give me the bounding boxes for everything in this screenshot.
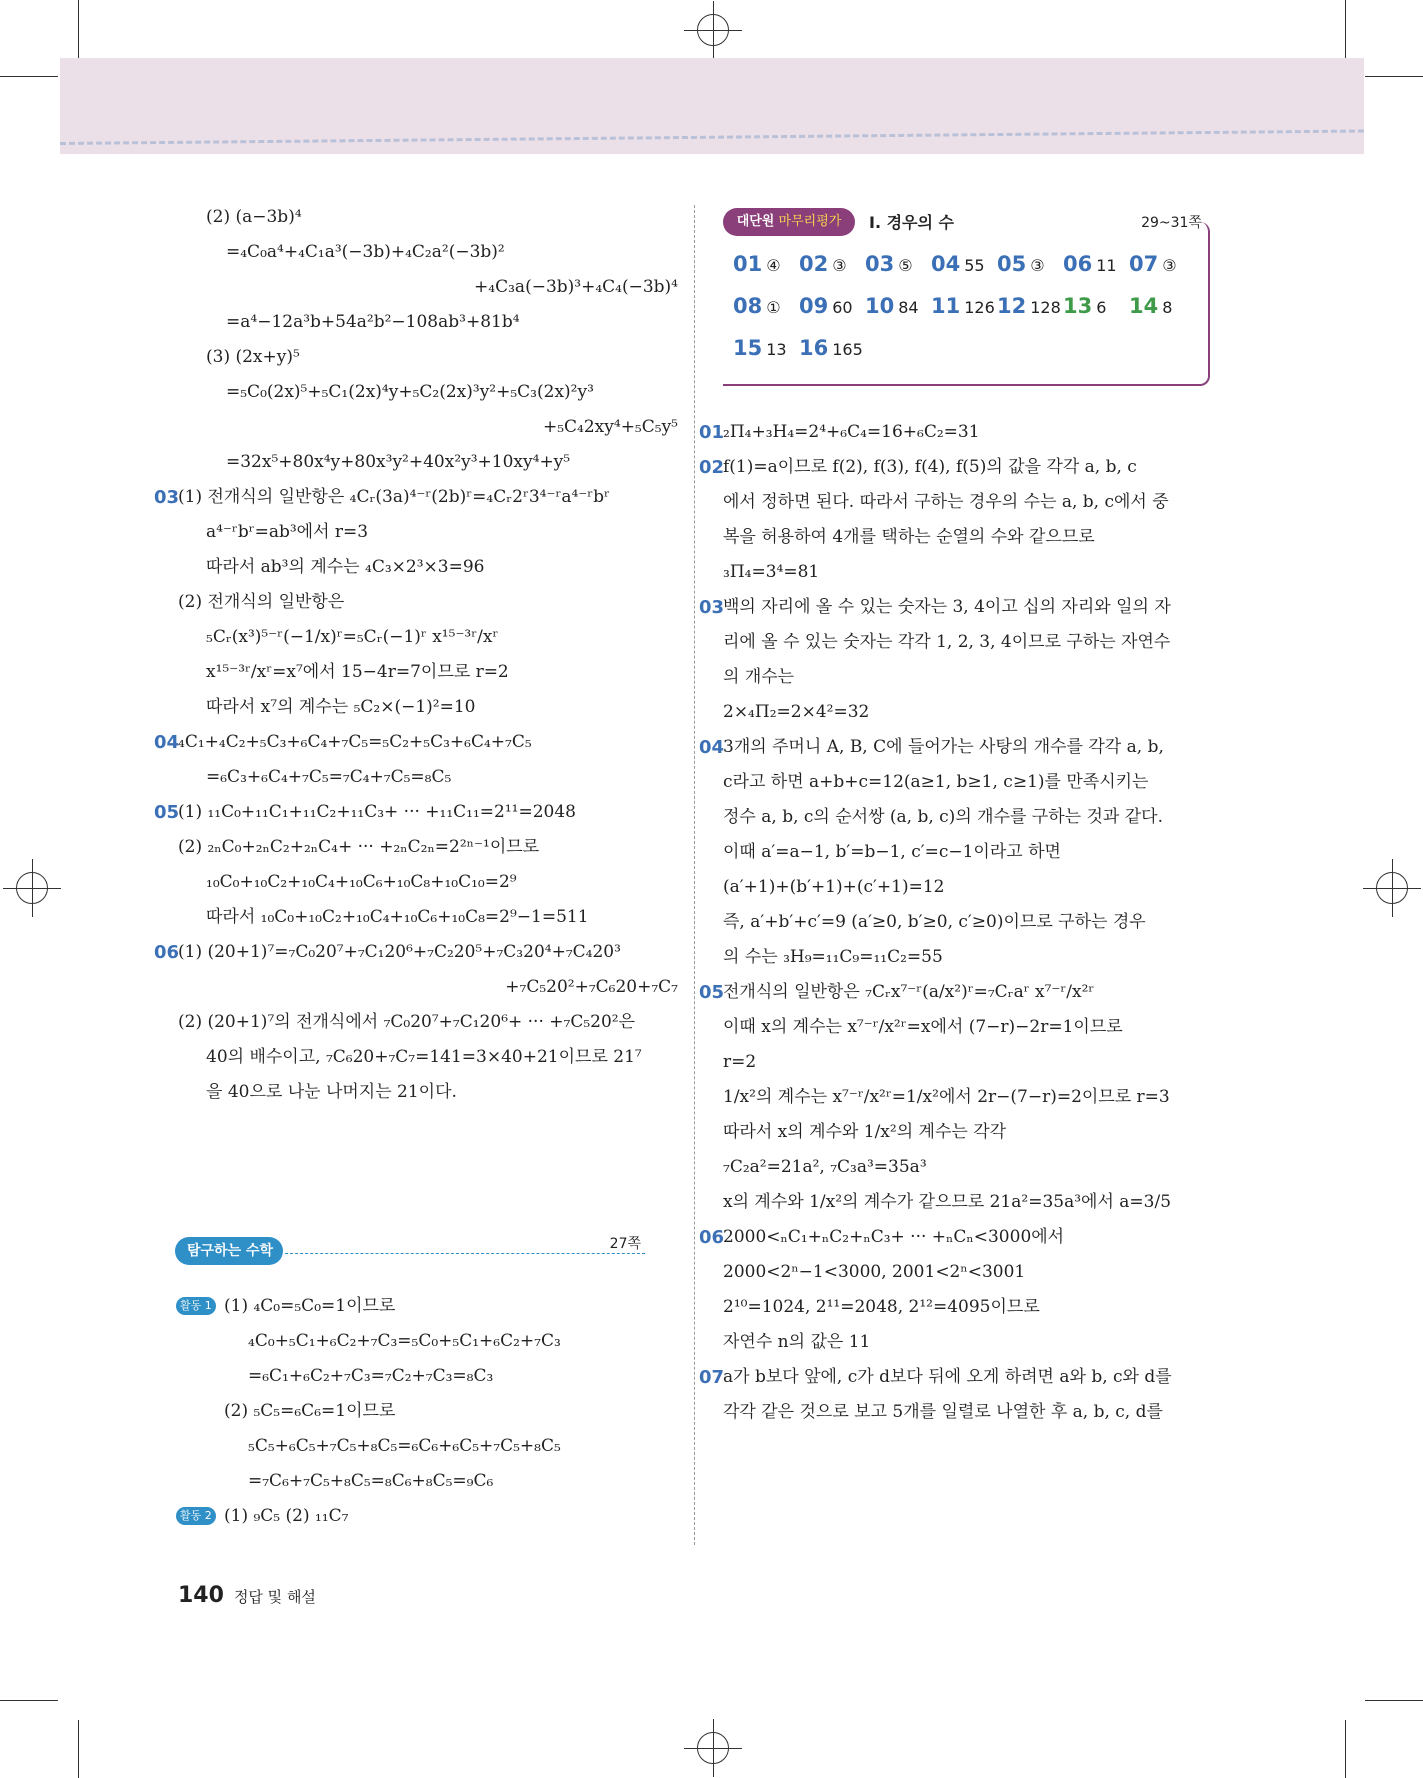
- crop-mark: [1345, 0, 1346, 58]
- solution-line: [178, 585, 678, 620]
- solution-text: 의 수는 ₃H₉=₁₁C₉=₁₁C₂=55: [723, 947, 943, 967]
- solution-text: 따라서 x⁷의 계수는 ₅C₂×(−1)²=10: [206, 697, 476, 717]
- solution-line: [723, 520, 1223, 555]
- solution-text: 3개의 주머니 A, B, C에 들어가는 사탕의 개수를 각각 a, b,: [723, 737, 1164, 757]
- answer-number: 07: [1129, 252, 1159, 276]
- solution-text: c라고 하면 a+b+c=12(a≥1, b≥1, c≥1)를 만족시키는: [723, 772, 1149, 792]
- solution-line: [178, 270, 678, 305]
- answer-value: 11: [1096, 256, 1117, 275]
- answer-item: [931, 294, 997, 318]
- crop-mark: [78, 1720, 79, 1778]
- solution-text: 자연수 n의 값은 11: [723, 1332, 871, 1352]
- solution-line: [723, 1290, 1223, 1325]
- problem-number: 01: [699, 422, 725, 443]
- answer-number: 12: [997, 294, 1027, 318]
- solution-text: (2) ₅C₅=₆C₆=1이므로: [224, 1401, 396, 1421]
- left-column: [154, 200, 678, 1110]
- solution-text: 따라서 ₁₀C₀+₁₀C₂+₁₀C₄+₁₀C₆+₁₀C₈=2⁹−1=511: [206, 907, 589, 927]
- answer-value: 84: [898, 298, 919, 317]
- answer-number: 16: [799, 336, 829, 360]
- crop-mark: [1365, 1700, 1423, 1701]
- solution-text: (1) ₁₁C₀+₁₁C₁+₁₁C₂+₁₁C₃+ ··· +₁₁C₁₁=2¹¹=2048: [178, 802, 576, 822]
- solution-text: ₄C₀+₅C₁+₆C₂+₇C₃=₅C₀+₅C₁+₆C₂+₇C₃: [248, 1331, 561, 1351]
- answer-grid: [733, 252, 1213, 378]
- solution-line: [178, 970, 678, 1005]
- solution-line: [723, 800, 1223, 835]
- solution-line: [723, 765, 1223, 800]
- problem-number: 06: [154, 942, 180, 963]
- solution-text: +₄C₃a(−3b)³+₄C₄(−3b)⁴: [474, 277, 678, 297]
- solution-text: 전개식의 일반항은 ₇Cᵣx⁷⁻ʳ(a/x²)ʳ=₇Cᵣaʳ x⁷⁻ʳ/x²ʳ: [723, 982, 1095, 1002]
- answer-value: ⑤: [898, 256, 913, 275]
- unit-review-header: [723, 208, 1210, 388]
- solution-text: f(1)=a이므로 f(2), f(3), f(4), f(5)의 값을 각각 a, b, c: [723, 457, 1137, 477]
- solution-text: ₄C₁+₄C₂+₅C₃+₆C₄+₇C₅=₅C₂+₅C₃+₆C₄+₇C₅: [178, 732, 532, 752]
- solution-text: 1/x²의 계수는 x⁷⁻ʳ/x²ʳ=1/x²에서 2r−(7−r)=2이므로 r=3: [723, 1087, 1170, 1107]
- solution-line: [699, 975, 1223, 1010]
- solution-text: =₅C₀(2x)⁵+₅C₁(2x)⁴y+₅C₂(2x)³y²+₅C₃(2x)²y³: [226, 382, 594, 402]
- answer-number: 06: [1063, 252, 1093, 276]
- solution-line: [723, 1255, 1223, 1290]
- activity-badge: 활동 1: [176, 1297, 216, 1315]
- answer-value: ③: [1162, 256, 1177, 275]
- solution-line: [723, 940, 1223, 975]
- solution-line: [178, 900, 678, 935]
- answer-number: 09: [799, 294, 829, 318]
- solution-line: [154, 935, 678, 970]
- solution-text: (1) ₄C₀=₅C₀=1이므로: [224, 1296, 396, 1316]
- solution-text: +₇C₅20²+₇C₆20+₇C₇: [505, 977, 678, 997]
- solution-text: (1) 전개식의 일반항은 ₄Cᵣ(3a)⁴⁻ʳ(2b)ʳ=₄Cᵣ2ʳ3⁴⁻ʳa⁴⁻ʳbʳ: [178, 487, 610, 507]
- answer-row: [733, 336, 1213, 378]
- answer-value: ③: [1030, 256, 1045, 275]
- solution-line: [178, 515, 678, 550]
- solution-text: (a′+1)+(b′+1)+(c′+1)=12: [723, 877, 945, 897]
- solution-line: [178, 1289, 678, 1324]
- answer-item: [865, 294, 931, 318]
- page-footer: [178, 1583, 316, 1608]
- solution-line: [178, 620, 678, 655]
- column-divider: [694, 205, 695, 1545]
- answer-item: [997, 294, 1063, 318]
- page-number: 140: [178, 1583, 224, 1608]
- answer-row: [733, 252, 1213, 294]
- solution-line: [723, 1150, 1223, 1185]
- solution-line: [178, 410, 678, 445]
- solution-text: ₇C₂a²=21a², ₇C₃a³=35a³: [723, 1157, 927, 1177]
- solution-line: [723, 695, 1223, 730]
- solution-text: 리에 올 수 있는 숫자는 각각 1, 2, 3, 4이므로 구하는 자연수: [723, 632, 1171, 652]
- solution-text: a⁴⁻ʳbʳ=ab³에서 r=3: [206, 522, 369, 542]
- problem-number: 07: [699, 1367, 725, 1388]
- answer-number: 04: [931, 252, 961, 276]
- answer-number: 01: [733, 252, 763, 276]
- solution-line: [178, 550, 678, 585]
- solution-text: +₅C₄2xy⁴+₅C₅y⁵: [542, 417, 678, 437]
- solution-line: [699, 450, 1223, 485]
- answer-value: 165: [832, 340, 863, 359]
- solution-text: =₆C₃+₆C₄+₇C₅=₇C₄+₇C₅=₈C₅: [206, 767, 452, 787]
- solution-text: (1) (20+1)⁷=₇C₀20⁷+₇C₁20⁶+₇C₂20⁵+₇C₃20⁴+₇C₄20³: [178, 942, 621, 962]
- tamgu-body: [178, 1289, 678, 1534]
- answer-item: [997, 252, 1063, 276]
- answer-value: 13: [766, 340, 787, 359]
- answer-item: [1129, 252, 1195, 276]
- answer-value: 128: [1030, 298, 1061, 317]
- answer-row: [733, 294, 1213, 336]
- footer-label: 정답 및 해설: [233, 1588, 316, 1606]
- solution-text: 2×₄Π₂=2×4²=32: [723, 702, 870, 722]
- solution-line: [178, 1394, 678, 1429]
- registration-mark: [697, 14, 729, 46]
- solution-line: [178, 655, 678, 690]
- solution-line: [178, 1075, 678, 1110]
- crop-mark: [1365, 76, 1423, 77]
- solution-line: [178, 1005, 678, 1040]
- solution-line: [723, 1395, 1223, 1430]
- solution-line: [178, 1464, 678, 1499]
- answer-item: [799, 294, 865, 318]
- tamgu-page: 27쪽: [609, 1236, 641, 1252]
- problem-number: 04: [699, 737, 725, 758]
- solution-text: 각각 같은 것으로 보고 5개를 일렬로 나열한 후 a, b, c, d를: [723, 1402, 1163, 1422]
- solution-text: ₅Cᵣ(x³)⁵⁻ʳ(−1/x)ʳ=₅Cᵣ(−1)ʳ x¹⁵⁻³ʳ/xʳ: [206, 627, 499, 647]
- answer-number: 02: [799, 252, 829, 276]
- answer-item: [799, 252, 865, 276]
- answer-value: 6: [1096, 298, 1107, 317]
- solution-text: 2000<ₙC₁+ₙC₂+ₙC₃+ ··· +ₙCₙ<3000에서: [723, 1227, 1065, 1247]
- solution-text: 을 40으로 나눈 나머지는 21이다.: [206, 1082, 457, 1102]
- solution-line: [178, 305, 678, 340]
- solution-text: 즉, a′+b′+c′=9 (a′≥0, b′≥0, c′≥0)이므로 구하는 경우: [723, 912, 1146, 932]
- solution-text: (3) (2x+y)⁵: [206, 347, 300, 367]
- solution-text: (2) 전개식의 일반항은: [178, 592, 345, 612]
- problem-number: 03: [699, 597, 725, 618]
- unit-pages: 29~31쪽: [1141, 215, 1202, 231]
- answer-value: 126: [964, 298, 995, 317]
- solution-line: [178, 1429, 678, 1464]
- problem-number: 02: [699, 457, 725, 478]
- answer-number: 14: [1129, 294, 1159, 318]
- answer-item: [931, 252, 997, 276]
- solution-line: [723, 1325, 1223, 1360]
- solution-text: ₃Π₄=3⁴=81: [723, 562, 820, 582]
- solution-text: 2000<2ⁿ−1<3000, 2001<2ⁿ<3001: [723, 1262, 1026, 1282]
- solution-line: [178, 445, 678, 480]
- solution-text: =a⁴−12a³b+54a²b²−108ab³+81b⁴: [226, 312, 520, 332]
- solution-line: [178, 375, 678, 410]
- solution-line: [154, 795, 678, 830]
- solution-line: [699, 730, 1223, 765]
- solution-line: [723, 660, 1223, 695]
- solution-line: [723, 485, 1223, 520]
- answer-item: [733, 252, 799, 276]
- solution-line: [723, 1080, 1223, 1115]
- tamgu-rule: [285, 1253, 645, 1254]
- solution-text: a가 b보다 앞에, c가 d보다 뒤에 오게 하려면 a와 b, c와 d를: [723, 1367, 1172, 1387]
- answer-item: [799, 336, 865, 360]
- solution-line: [699, 1360, 1223, 1395]
- problem-number: 05: [154, 802, 180, 823]
- solution-text: 의 개수는: [723, 667, 795, 687]
- solution-line: [178, 1359, 678, 1394]
- solution-line: [178, 235, 678, 270]
- solution-line: [178, 200, 678, 235]
- solution-text: =32x⁵+80x⁴y+80x³y²+40x²y³+10xy⁴+y⁵: [226, 452, 571, 472]
- solution-line: [723, 835, 1223, 870]
- answer-number: 13: [1063, 294, 1093, 318]
- activity-badge: 활동 2: [176, 1507, 216, 1525]
- tamgu-badge: 탐구하는 수학: [175, 1237, 283, 1265]
- solution-line: [723, 870, 1223, 905]
- answer-value: 8: [1162, 298, 1173, 317]
- answer-number: 08: [733, 294, 763, 318]
- answer-item: [865, 252, 931, 276]
- solution-line: [178, 760, 678, 795]
- solution-text: 정수 a, b, c의 순서쌍 (a, b, c)의 개수를 구하는 것과 같다.: [723, 807, 1163, 827]
- solution-line: [178, 865, 678, 900]
- crop-mark: [78, 0, 79, 58]
- crop-mark: [0, 76, 58, 77]
- solution-text: x¹⁵⁻³ʳ/xʳ=x⁷에서 15−4r=7이므로 r=2: [206, 662, 509, 682]
- solution-line: [178, 690, 678, 725]
- solution-text: =₇C₆+₇C₅+₈C₅=₈C₆+₈C₅=₉C₆: [248, 1471, 494, 1491]
- solution-text: =₆C₁+₆C₂+₇C₃=₇C₂+₇C₃=₈C₃: [248, 1366, 494, 1386]
- solution-text: 이때 a′=a−1, b′=b−1, c′=c−1이라고 하면: [723, 842, 1061, 862]
- solution-text: 따라서 x의 계수와 1/x²의 계수는 각각: [723, 1122, 1007, 1142]
- problem-number: 06: [699, 1227, 725, 1248]
- solution-text: ₂Π₄+₃H₄=2⁴+₆C₄=16+₆C₂=31: [723, 422, 980, 442]
- answer-item: [733, 336, 799, 360]
- solution-text: 복을 허용하여 4개를 택하는 순열의 수와 같으므로: [723, 527, 1095, 547]
- registration-mark: [1376, 872, 1408, 904]
- solution-text: =₄C₀a⁴+₄C₁a³(−3b)+₄C₂a²(−3b)²: [226, 242, 505, 262]
- answer-item: [733, 294, 799, 318]
- solution-line: [723, 1115, 1223, 1150]
- solution-text: 이때 x의 계수는 x⁷⁻ʳ/x²ʳ=x에서 (7−r)−2r=1이므로: [723, 1017, 1123, 1037]
- crop-mark: [1345, 1720, 1346, 1778]
- right-column: [699, 415, 1223, 1430]
- answer-number: 10: [865, 294, 895, 318]
- solution-line: [154, 725, 678, 760]
- answer-number: 15: [733, 336, 763, 360]
- solution-text: 따라서 ab³의 계수는 ₄C₃×2³×3=96: [206, 557, 485, 577]
- answer-number: 05: [997, 252, 1027, 276]
- solution-line: [699, 1220, 1223, 1255]
- answer-value: ③: [832, 256, 847, 275]
- solution-line: [723, 905, 1223, 940]
- problem-number: 03: [154, 487, 180, 508]
- solution-text: x의 계수와 1/x²의 계수가 같으므로 21a²=35a³에서 a=3/5: [723, 1192, 1172, 1212]
- registration-mark: [697, 1732, 729, 1764]
- solution-line: [178, 1324, 678, 1359]
- solution-text: 2¹⁰=1024, 2¹¹=2048, 2¹²=4095이므로: [723, 1297, 1040, 1317]
- solution-line: [178, 340, 678, 375]
- solution-text: 백의 자리에 올 수 있는 숫자는 3, 4이고 십의 자리와 일의 자: [723, 597, 1171, 617]
- solution-text: ₁₀C₀+₁₀C₂+₁₀C₄+₁₀C₆+₁₀C₈+₁₀C₁₀=2⁹: [206, 872, 517, 892]
- answer-value: 60: [832, 298, 853, 317]
- answer-value: ④: [766, 256, 781, 275]
- solution-text: (2) (a−3b)⁴: [206, 207, 302, 227]
- problem-number: 05: [699, 982, 725, 1003]
- solution-line: [723, 1010, 1223, 1045]
- solution-line: [723, 1045, 1223, 1080]
- tamgu-section: [175, 1233, 665, 1273]
- solution-text: r=2: [723, 1052, 757, 1072]
- solution-text: 에서 정하면 된다. 따라서 구하는 경우의 수는 a, b, c에서 중: [723, 492, 1169, 512]
- solution-line: [154, 480, 678, 515]
- solution-line: [723, 625, 1223, 660]
- unit-badge: 대단원 마무리평가: [723, 208, 855, 236]
- solution-line: [178, 1040, 678, 1075]
- registration-mark: [16, 872, 48, 904]
- unit-title: Ⅰ. 경우의 수: [869, 213, 954, 232]
- answer-item: [1063, 294, 1129, 318]
- solution-text: 40의 배수이고, ₇C₆20+₇C₇=141=3×40+21이므로 21⁷: [206, 1047, 642, 1067]
- solution-line: [178, 1499, 678, 1534]
- solution-line: [178, 830, 678, 865]
- solution-line: [699, 415, 1223, 450]
- answer-number: 03: [865, 252, 895, 276]
- solution-text: (1) ₉C₅ (2) ₁₁C₇: [224, 1506, 349, 1526]
- answer-item: [1129, 294, 1195, 318]
- problem-number: 04: [154, 732, 180, 753]
- solution-text: (2) (20+1)⁷의 전개식에서 ₇C₀20⁷+₇C₁20⁶+ ··· +₇C₅20²은: [178, 1012, 636, 1032]
- solution-text: (2) ₂ₙC₀+₂ₙC₂+₂ₙC₄+ ··· +₂ₙC₂ₙ=2²ⁿ⁻¹이므로: [178, 837, 540, 857]
- answer-item: [1063, 252, 1129, 276]
- solution-line: [723, 1185, 1223, 1220]
- answer-value: ①: [766, 298, 781, 317]
- solution-line: [723, 555, 1223, 590]
- solution-line: [699, 590, 1223, 625]
- answer-number: 11: [931, 294, 961, 318]
- solution-text: ₅C₅+₆C₅+₇C₅+₈C₅=₆C₆+₆C₅+₇C₅+₈C₅: [248, 1436, 561, 1456]
- crop-mark: [0, 1700, 58, 1701]
- answer-value: 55: [964, 256, 985, 275]
